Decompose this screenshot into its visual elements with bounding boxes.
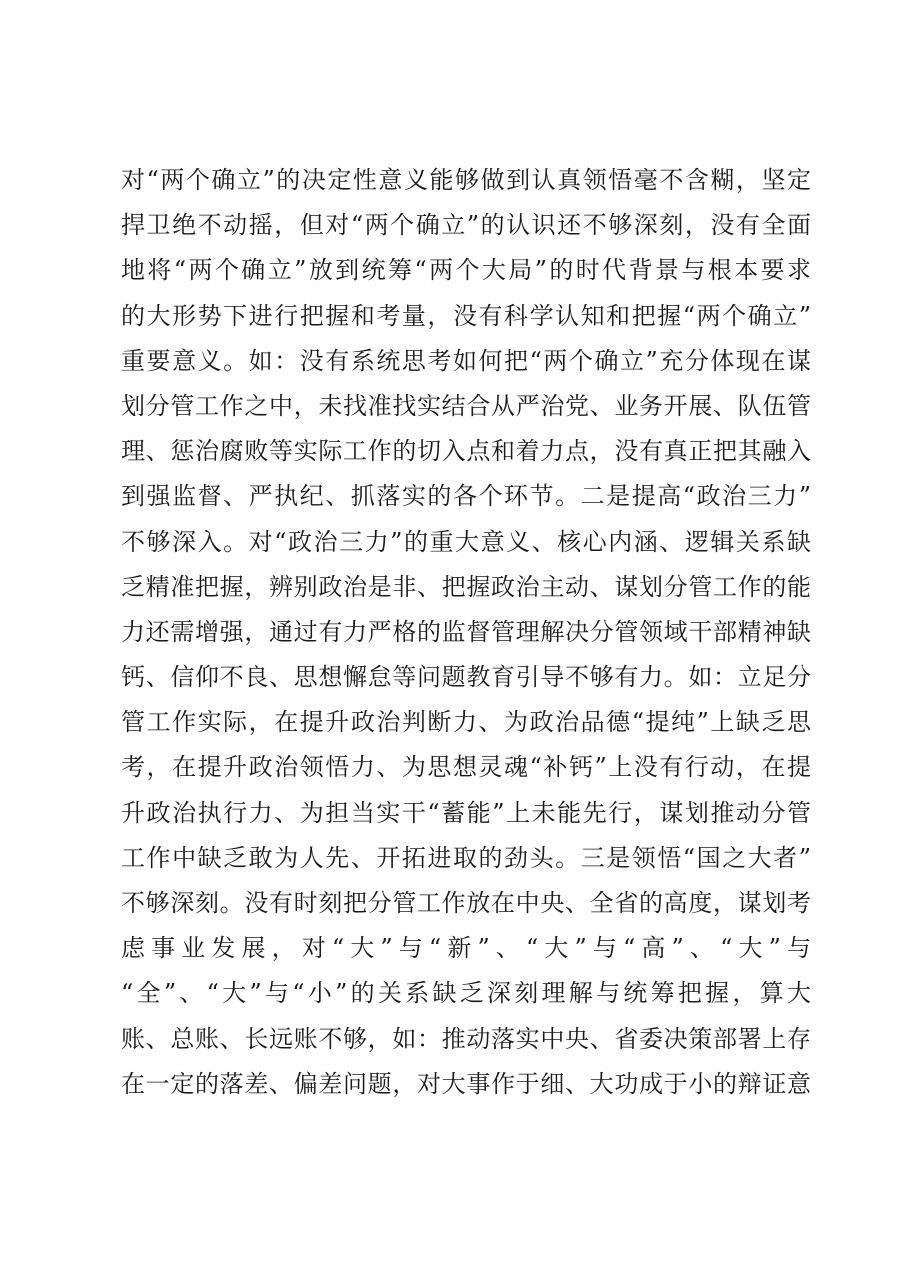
text-line: 理、惩治腐败等实际工作的切入点和着力点，没有真正把其融入 <box>121 437 811 466</box>
text-line: 虑事业发展，对“大”与“新”、“大”与“高”、“大”与 <box>121 934 811 963</box>
text-line: 考，在提升政治领悟力、为思想灵魂“补钙”上没有行动，在提 <box>121 753 811 782</box>
text-line: 钙、信仰不良、思想懈怠等问题教育引导不够有力。如：立足分 <box>121 663 811 692</box>
text-line: 到强监督、严执纪、抓落实的各个环节。二是提高“政治三力” <box>121 482 811 511</box>
text-line: 在一定的落差、偏差问题，对大事作于细、大功成于小的辩证意 <box>121 1069 811 1098</box>
text-line: 不够深刻。没有时刻把分管工作放在中央、全省的高度，谋划考 <box>121 889 811 917</box>
text-line: 对“两个确立”的决定性意义能够做到认真领悟毫不含糊，坚定 <box>121 166 811 194</box>
text-line: 不够深入。对“政治三力”的重大意义、核心内涵、逻辑关系缺 <box>121 527 811 556</box>
text-line: 管工作实际，在提升政治判断力、为政治品德“提纯”上缺乏思 <box>121 708 811 737</box>
text-line: 账、总账、长远账不够，如：推动落实中央、省委决策部署上存 <box>121 1024 811 1053</box>
text-line: 捍卫绝不动摇，但对“两个确立”的认识还不够深刻，没有全面 <box>121 211 811 240</box>
text-line: 的大形势下进行把握和考量，没有科学认知和把握“两个确立” <box>121 301 811 330</box>
body-text <box>121 158 811 1107</box>
text-line: 工作中缺乏敢为人先、开拓进取的劲头。三是领悟“国之大者” <box>121 843 811 872</box>
text-line: 力还需增强，通过有力严格的监督管理解决分管领域干部精神缺 <box>121 617 811 646</box>
text-line: 地将“两个确立”放到统筹“两个大局”的时代背景与根本要求 <box>121 256 811 285</box>
text-line: 乏精准把握，辨别政治是非、把握政治主动、谋划分管工作的能 <box>121 572 811 601</box>
text-line: 划分管工作之中，未找准找实结合从严治党、业务开展、队伍管 <box>121 391 811 420</box>
text-line: “全”、“大”与“小”的关系缺乏深刻理解与统筹把握，算大 <box>121 979 811 1008</box>
text-line: 重要意义。如：没有系统思考如何把“两个确立”充分体现在谋 <box>121 346 811 375</box>
text-line: 升政治执行力、为担当实干“蓄能”上未能先行，谋划推动分管 <box>121 798 811 827</box>
